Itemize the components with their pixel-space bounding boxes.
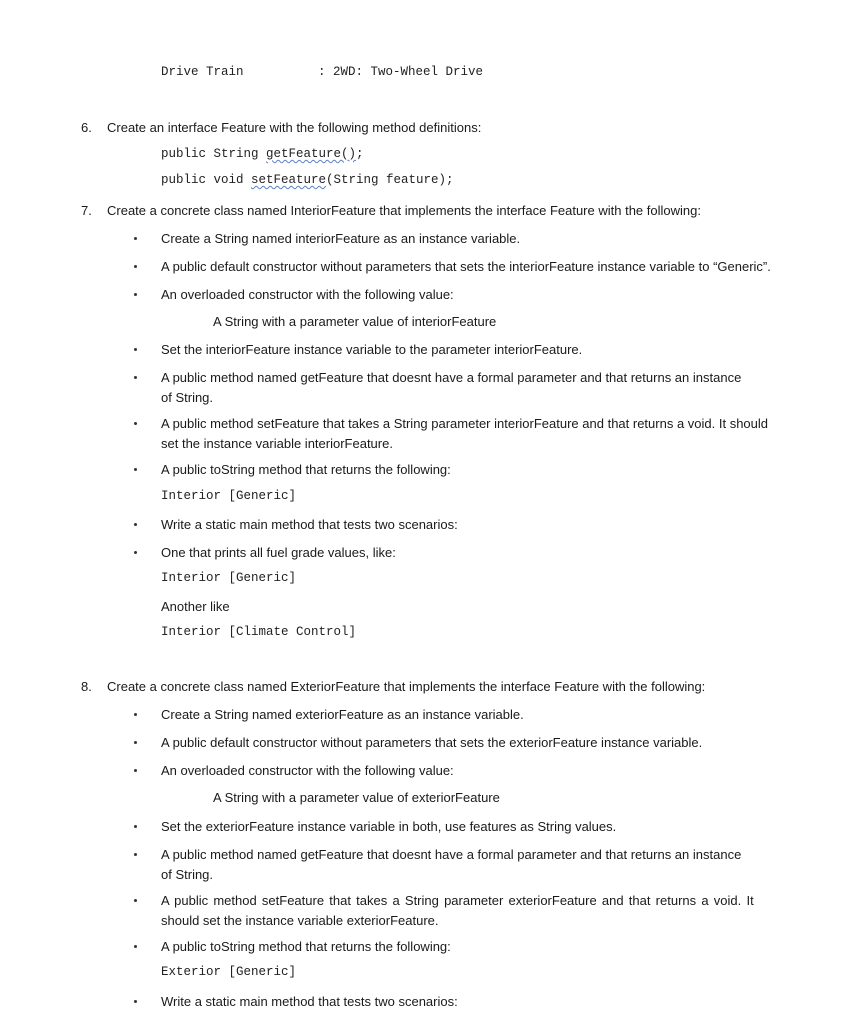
item-8-bullet-3-sub: A String with a parameter value of exteriorFeature [213,790,500,805]
bullet-icon [134,769,137,772]
code-1-prefix: public String [161,147,267,161]
bullet-icon [134,422,137,425]
bullet-icon [134,468,137,471]
item-7-text: Create a concrete class named InteriorFeature that implements the interface Feature with the following: [107,203,701,218]
item-7-bullet-5-line-2: of String. [161,390,214,405]
bullet-icon [134,237,137,240]
item-6-text: Create an interface Feature with the following method definitions: [107,120,482,135]
item-7-number: 7. [81,203,92,218]
drive-train-value: : 2WD: Two-Wheel Drive [318,65,484,79]
item-8-bullet-7-code: Exterior [Generic] [161,965,297,979]
item-8-bullet-6-line-2: should set the instance variable exteriorFeature. [161,913,439,928]
item-6-code-line-2 [161,172,454,188]
item-6-code-line-1 [161,146,364,162]
bullet-icon [134,825,137,828]
item-7-bullet-5-line-1: A public method named getFeature that doesnt have a formal parameter and that returns an instance [161,370,742,385]
item-7-bullet-9: One that prints all fuel grade values, like: [161,545,396,560]
item-8-bullet-5-line-2: of String. [161,867,214,882]
item-7-bullet-1: Create a String named interiorFeature as an instance variable. [161,231,521,246]
item-7-bullet-2: A public default constructor without parameters that sets the interiorFeature instance variable to “Generic”. [161,259,771,274]
drive-train-label: Drive Train [161,65,244,79]
bullet-icon [134,523,137,526]
code-1-suffix: ; [356,147,364,161]
item-7-bullet-4: Set the interiorFeature instance variable to the parameter interiorFeature. [161,342,583,357]
bullet-icon [134,265,137,268]
item-7-bullet-9-code: Interior [Generic] [161,571,297,585]
item-7-bullet-9-another: Another like [161,599,230,614]
item-7-bullet-8: Write a static main method that tests two scenarios: [161,517,458,532]
bullet-icon [134,376,137,379]
item-8-bullet-3: An overloaded constructor with the following value: [161,763,454,778]
bullet-icon [134,713,137,716]
item-7-bullet-9-code-2: Interior [Climate Control] [161,625,357,639]
bullet-icon [134,899,137,902]
bullet-icon [134,945,137,948]
code-2-method: setFeature [251,173,327,187]
code-2-prefix: public void [161,173,252,187]
bullet-icon [134,853,137,856]
item-8-bullet-7: A public toString method that returns the following: [161,939,451,954]
item-7-bullet-7-code: Interior [Generic] [161,489,297,503]
item-8-number: 8. [81,679,92,694]
item-8-bullet-1: Create a String named exteriorFeature as an instance variable. [161,707,524,722]
item-8-text: Create a concrete class named ExteriorFeature that implements the interface Feature with the following: [107,679,706,694]
item-7-bullet-6-line-2: set the instance variable interiorFeature. [161,436,393,451]
bullet-icon [134,293,137,296]
code-2-suffix: (String feature); [326,173,454,187]
bullet-icon [134,1000,137,1003]
item-8-bullet-5-line-1: A public method named getFeature that doesnt have a formal parameter and that returns an instance [161,847,742,862]
item-7-bullet-6-line-1: A public method setFeature that takes a String parameter interiorFeature and that returns a void. It should [161,416,769,431]
code-1-method: getFeature() [266,147,357,161]
item-7-bullet-7: A public toString method that returns the following: [161,462,451,477]
item-7-bullet-3-sub: A String with a parameter value of interiorFeature [213,314,497,329]
bullet-icon [134,348,137,351]
item-8-bullet-8: Write a static main method that tests two scenarios: [161,994,458,1009]
item-6-number: 6. [81,120,92,135]
item-8-bullet-2: A public default constructor without parameters that sets the exteriorFeature instance variable. [161,735,703,750]
item-8-bullet-6-line-1: A public method setFeature that takes a String parameter exteriorFeature and that returns a void. It [161,893,754,908]
item-7-bullet-3: An overloaded constructor with the following value: [161,287,454,302]
bullet-icon [134,741,137,744]
bullet-icon [134,551,137,554]
item-8-bullet-4: Set the exteriorFeature instance variable in both, use features as String values. [161,819,617,834]
